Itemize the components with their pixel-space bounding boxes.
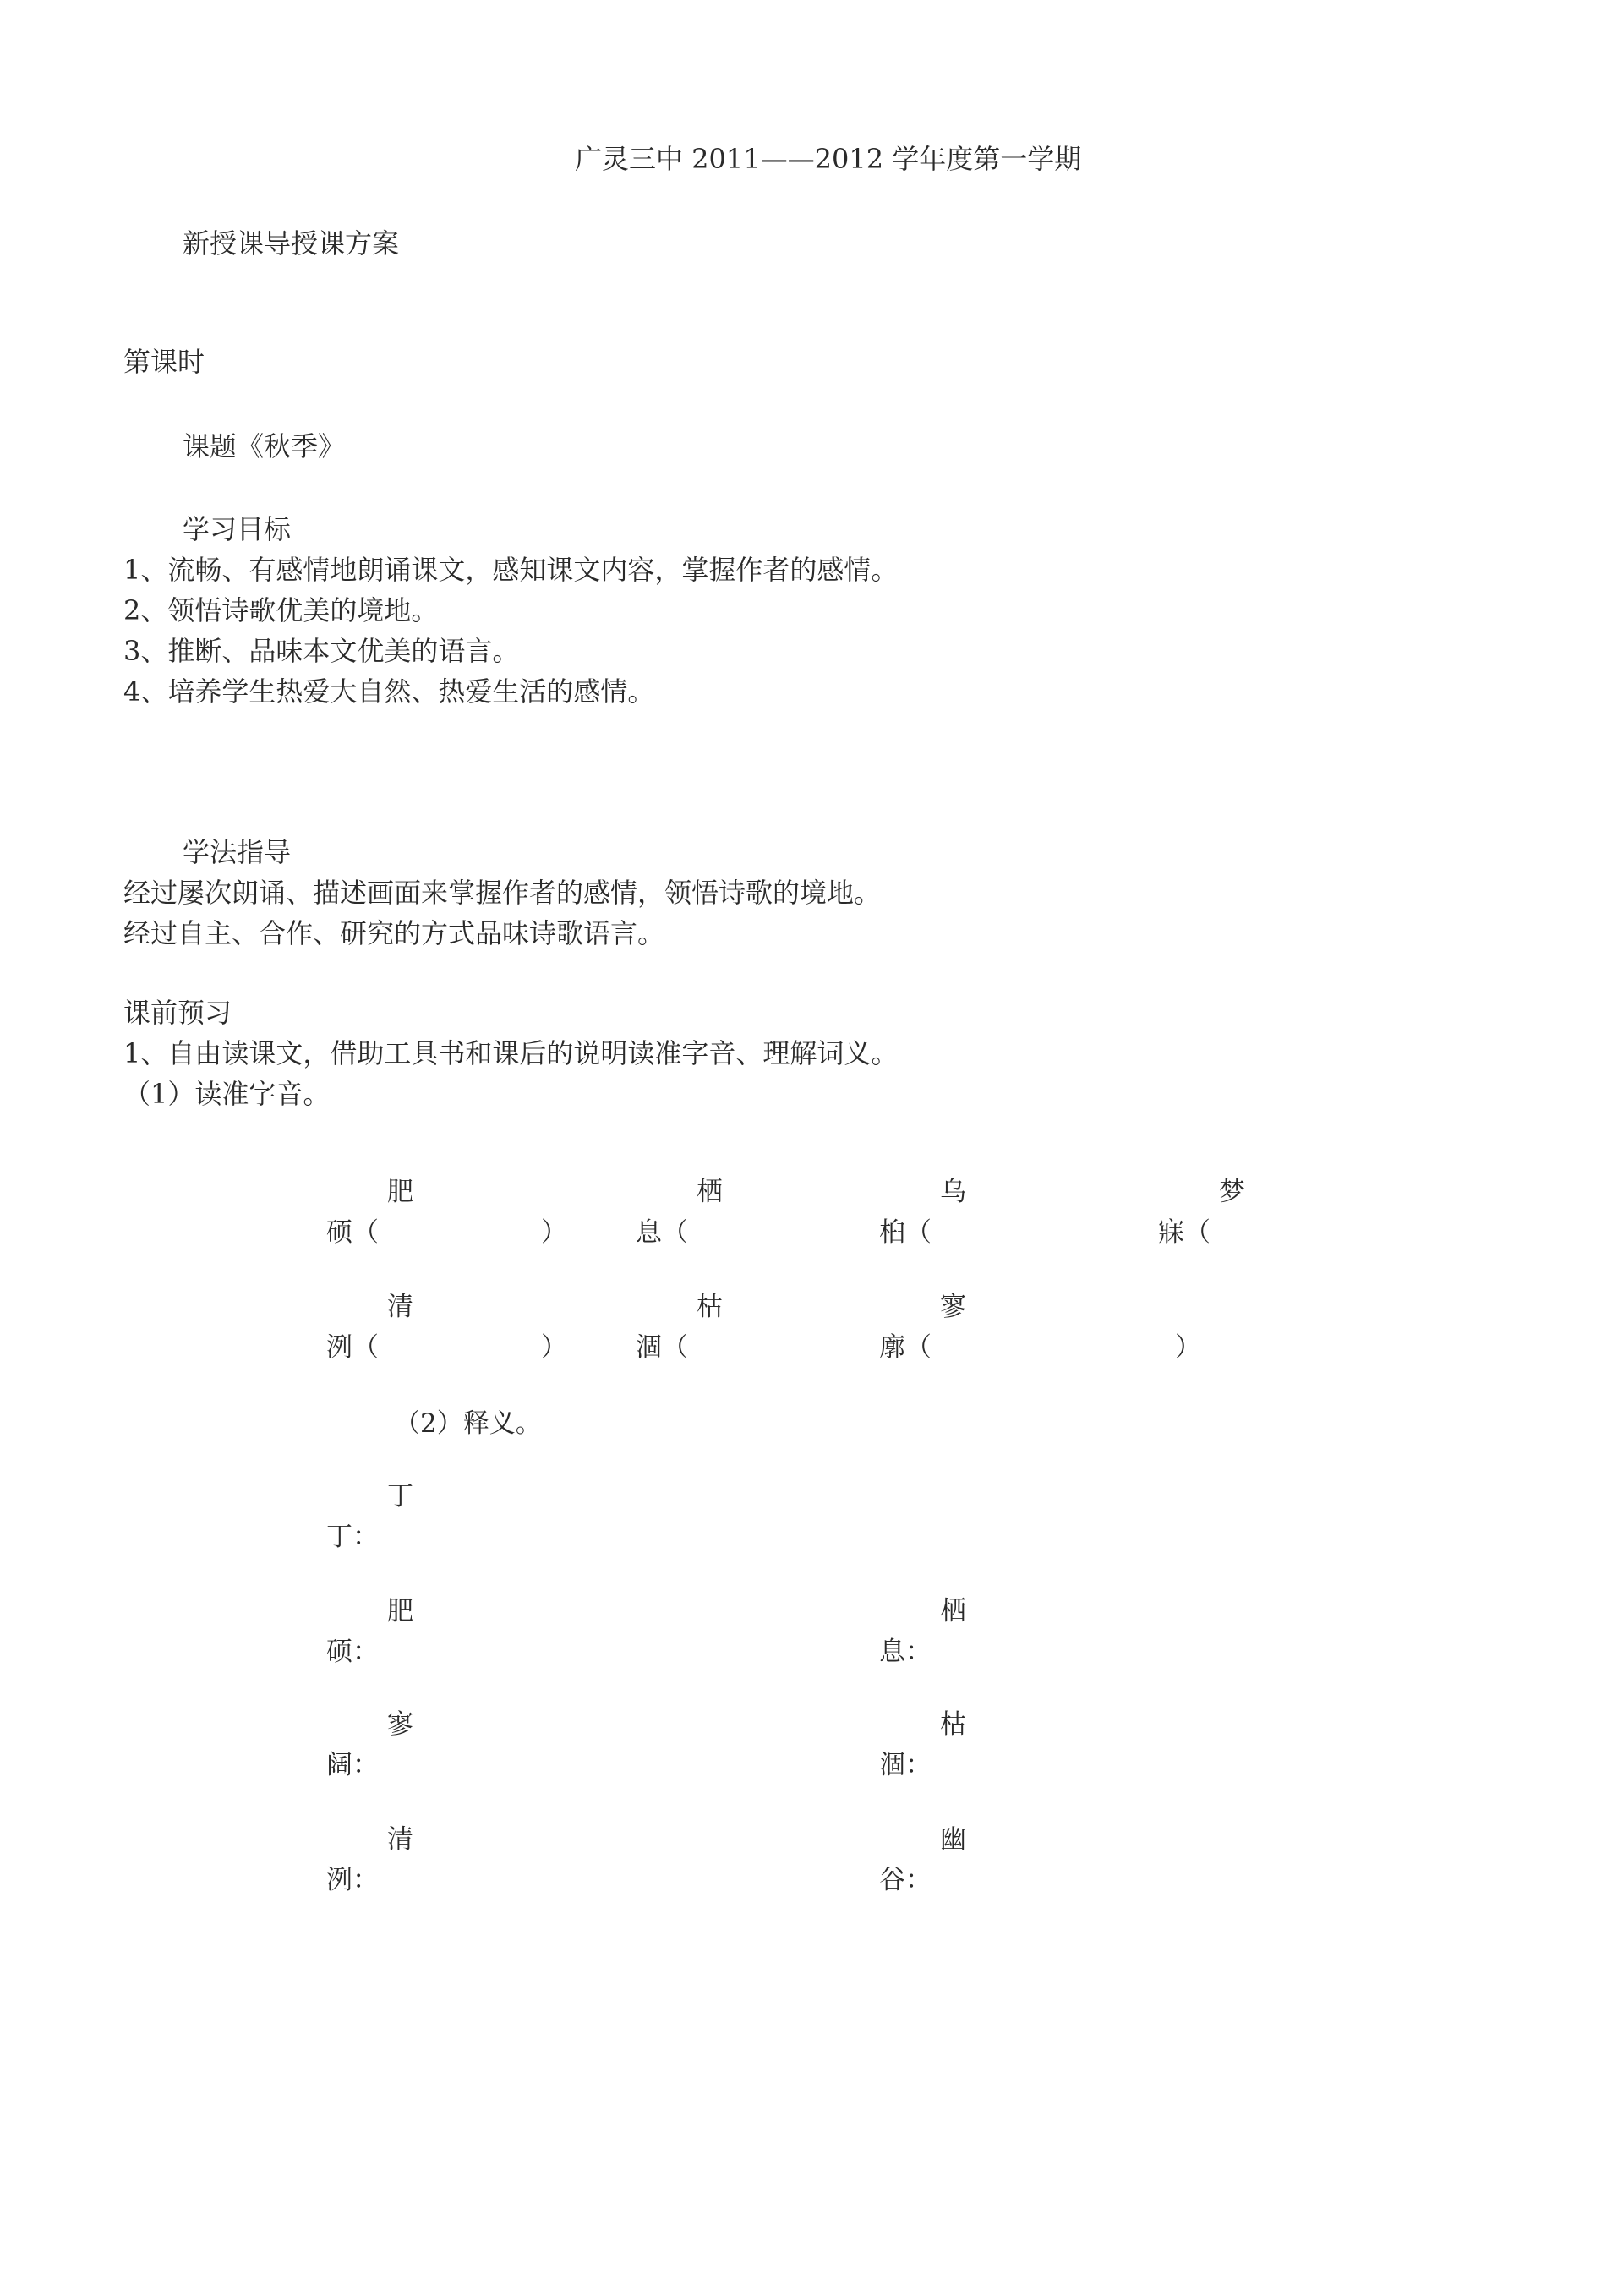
objective-item: 4、培养学生热爱大自然、热爱生活的感情。: [123, 675, 655, 708]
definition-term: 硕：: [326, 1637, 379, 1667]
definition-char-top: 丁: [387, 1481, 413, 1512]
lesson-topic: 课题《秋季》: [183, 430, 346, 462]
pinyin-char-top: 清: [387, 1292, 413, 1322]
objective-item: 2、领悟诗歌优美的境地。: [123, 594, 439, 626]
definition-term: 丁：: [326, 1522, 379, 1552]
definition-term: 阔：: [326, 1750, 379, 1780]
objective-item: 3、推断、品味本文优美的语言。: [123, 635, 520, 667]
pinyin-char-top: 乌: [940, 1177, 966, 1207]
method-item: 经过屡次朗诵、描述画面来掌握作者的感情，领悟诗歌的境地。: [123, 877, 882, 909]
method-item: 经过自主、合作、研究的方式品味诗歌语言。: [123, 917, 665, 949]
definition-char-top: 肥: [387, 1596, 413, 1626]
document-subtitle: 新授课导授课方案: [183, 227, 400, 260]
definition-char-top: 幽: [940, 1824, 966, 1855]
pinyin-char-bottom: 息（: [636, 1217, 688, 1248]
preview-heading: 课前预习: [123, 997, 232, 1029]
preview-instruction: 1、自由读课文，借助工具书和课后的说明读准字音、理解词义。: [123, 1037, 899, 1069]
pinyin-char-bottom: 桕（: [879, 1217, 932, 1248]
pinyin-char-top: 梦: [1219, 1177, 1245, 1207]
definition-term: 谷：: [879, 1865, 932, 1895]
pinyin-char-bottom: 廓（: [879, 1332, 932, 1363]
pinyin-char-top: 栖: [697, 1177, 723, 1207]
pinyin-char-bottom: 洌（: [326, 1332, 379, 1363]
document-title: 广灵三中 2011——2012 学年度第一学期: [575, 143, 1082, 175]
pinyin-blank-close: ）: [541, 1217, 567, 1248]
pinyin-blank-close: ）: [1175, 1332, 1201, 1363]
pinyin-char-top: 枯: [697, 1292, 723, 1322]
pinyin-char-bottom: 硕（: [326, 1217, 379, 1248]
period-label: 第课时: [123, 346, 205, 378]
objectives-heading: 学习目标: [183, 513, 292, 545]
definition-char-top: 清: [387, 1824, 413, 1855]
pinyin-char-bottom: 涸（: [636, 1332, 688, 1363]
method-heading: 学法指导: [183, 836, 292, 868]
pinyin-char-top: 寥: [940, 1292, 966, 1322]
pinyin-blank-close: ）: [541, 1332, 567, 1363]
pinyin-char-bottom: 寐（: [1158, 1217, 1210, 1248]
definition-term: 涸：: [879, 1750, 932, 1780]
definition-char-top: 枯: [940, 1709, 966, 1740]
definition-char-top: 栖: [940, 1596, 966, 1626]
pinyin-char-top: 肥: [387, 1177, 413, 1207]
definition-term: 息：: [879, 1637, 932, 1667]
definition-heading: （2）释义。: [394, 1408, 542, 1439]
definition-term: 洌：: [326, 1865, 379, 1895]
definition-char-top: 寥: [387, 1709, 413, 1740]
pronunciation-heading: （1）读准字音。: [123, 1078, 331, 1110]
objective-item: 1、流畅、有感情地朗诵课文，感知课文内容，掌握作者的感情。: [123, 554, 899, 586]
